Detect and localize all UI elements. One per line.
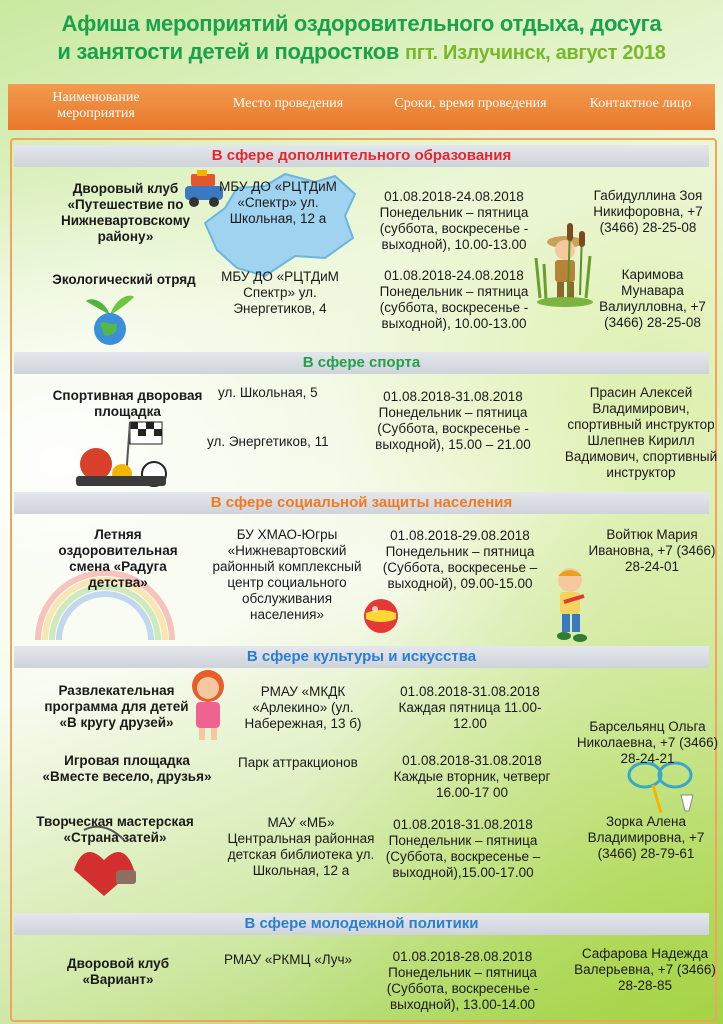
- title-line-1: Афиша мероприятий оздоровительного отдыха, досуга: [61, 11, 662, 36]
- event-time: 01.08.2018-31.08.2018 Каждая пятница 11.00-12.00: [398, 684, 542, 731]
- event-name: Спортивная дворовая площадка: [52, 388, 203, 419]
- event-place: ул. Энергетиков, 11: [207, 434, 329, 449]
- event-contact: Барсельянц Ольга Николаевна, +7 (3466) 28-24-21: [576, 719, 719, 766]
- event-time: 01.08.2018-31.08.2018 Понедельник – пятница (Суббота, воскресенье – выходной),15.00-17.00: [385, 817, 541, 880]
- title-line-2-accent: пгт. Излучинск, август 2018: [404, 42, 666, 64]
- event-contact: Каримова Мунавара Валиулловна, +7 (3466) 28-25-08: [599, 267, 706, 330]
- event-place: БУ ХМАО-Югры «Нижневартовский районный комплексный центр социального обслуживания населения»: [212, 527, 362, 622]
- header-col-place: Место проведения: [232, 96, 344, 111]
- section-culture: В сфере культуры и искусства: [14, 646, 709, 668]
- event-place: МБУ ДО «РЦТДиМ Спектр» ул. Энергетиков, 4: [221, 269, 339, 316]
- event-contact: Войтюк Мария Ивановна, +7 (3466) 28-24-01: [588, 527, 716, 574]
- event-time: 01.08.2018-28.08.2018 Понедельник – пятница (Суббота, воскресенье - выходной), 13.00-14.00: [386, 949, 539, 1012]
- event-place: МАУ «МБ» Центральная районная детская библиотека ул. Школьная, 12 а: [227, 815, 375, 878]
- sports-equipment-icon: [72, 418, 172, 490]
- event-time: 01.08.2018-24.08.2018 Понедельник – пятница (суббота, воскресенье - выходной), 10.00-13.00: [379, 268, 529, 331]
- section-social: В сфере социальной защиты населения: [14, 492, 709, 514]
- page-title: [0, 10, 723, 67]
- event-contact: Зорка Алена Владимировна, +7 (3466) 28-79-61: [587, 814, 705, 861]
- event-name: Дворовый клуб «Путешествие по Нижневартовскому району»: [60, 181, 191, 244]
- event-place: МБУ ДО «РЦТДиМ «Спектр» ул. Школьная, 12 а: [219, 179, 337, 226]
- header-col-name: Наименование мероприятия: [52, 90, 140, 121]
- header-col-contact: Контактное лицо: [589, 96, 692, 111]
- event-place: РМАУ «МКДК «Арлекино» (ул. Набережная, 13 б): [244, 684, 362, 731]
- ball-icon: [362, 597, 400, 635]
- header-col-time: Сроки, время проведения: [394, 96, 547, 111]
- earth-plant-icon: [84, 285, 136, 347]
- event-name: Творческая мастерская «Страна затей»: [36, 814, 194, 845]
- title-line-2-main: и занятости детей и подростков: [57, 39, 400, 64]
- section-education: В сфере дополнительного образования: [14, 145, 709, 167]
- event-place: РМАУ «РКМЦ «Луч»: [224, 952, 353, 967]
- event-place: ул. Школьная, 5: [218, 385, 318, 400]
- section-youth: В сфере молодежной политики: [14, 913, 709, 935]
- event-contact: Сафарова Надежда Валерьевна, +7 (3466) 28-28-85: [574, 946, 716, 993]
- event-contact: Прасин Алексей Владимирович, спортивный инструктор Шлепнев Кирилл Вадимович, спортивный инструктор: [564, 385, 718, 480]
- event-name: Развлекательная программа для детей «В кругу друзей»: [44, 683, 189, 730]
- event-time: 01.08.2018-31.08.2018 Каждые вторник, четверг 16.00-17 00: [393, 753, 551, 800]
- event-place: Парк аттракционов: [238, 755, 358, 770]
- event-name: Дворовой клуб «Вариант»: [66, 956, 170, 987]
- event-contact: Габидуллина Зоя Никифоровна, +7 (3466) 28-25-08: [593, 188, 703, 235]
- event-time: 01.08.2018-24.08.2018 Понедельник – пятница (суббота, воскресенье - выходной), 10.00-13.00: [379, 189, 529, 252]
- title-line-2: [0, 38, 723, 67]
- event-name: Летняя оздоровительная смена «Радуга детства»: [58, 527, 178, 590]
- table-header: [8, 84, 715, 130]
- event-name: Игровая площадка «Вместе весело, друзья»: [42, 753, 212, 784]
- event-time: 01.08.2018-31.08.2018 Понедельник – пятница (Суббота, воскресенье - выходной), 15.00 – 21.00: [375, 389, 531, 452]
- section-sport: В сфере спорта: [14, 352, 709, 374]
- event-time: 01.08.2018-29.08.2018 Понедельник – пятница (Суббота, воскресенье – выходной), 09.00-15.00: [382, 528, 538, 591]
- event-name: Экологический отряд: [52, 272, 196, 287]
